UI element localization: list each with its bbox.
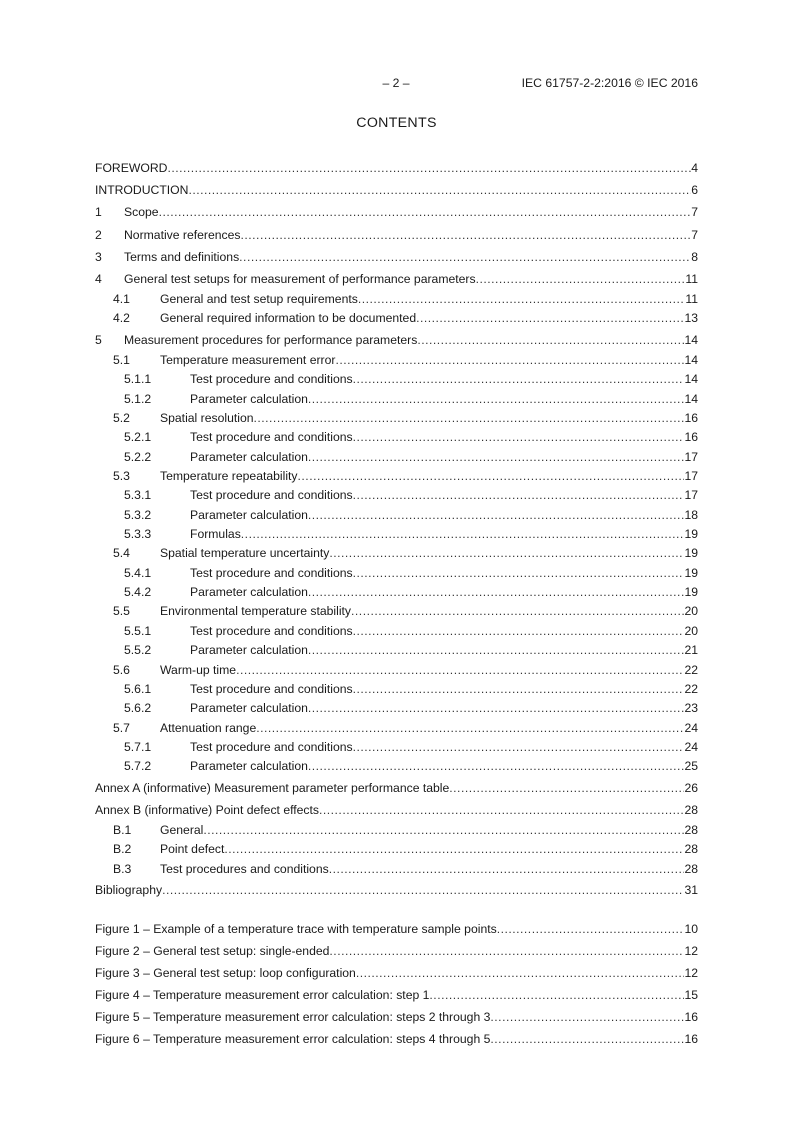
figure-entry[interactable]	[95, 984, 698, 1006]
toc-entry-number: 5.5.2	[124, 643, 152, 658]
toc-entry-page: 20	[684, 604, 698, 619]
toc-entry-number: 5.1	[113, 353, 130, 367]
toc-entry[interactable]	[95, 680, 698, 699]
toc-entry-number: 4	[95, 271, 102, 286]
dot-leader	[308, 448, 685, 467]
toc-entry-page: 17	[684, 449, 698, 464]
toc-entry-number: B.3	[113, 861, 132, 876]
toc-entry-page: 19	[684, 565, 698, 580]
toc-entry-title: INTRODUCTION	[95, 183, 189, 198]
toc-entry-number: 5.6	[113, 662, 130, 677]
toc-entry[interactable]	[95, 661, 698, 680]
toc-entry[interactable]	[95, 268, 698, 290]
toc-entry[interactable]	[95, 699, 698, 718]
dot-leader	[329, 544, 684, 563]
toc-entry[interactable]	[95, 525, 698, 544]
dot-leader	[353, 486, 685, 505]
dot-leader	[416, 309, 684, 328]
toc-entry[interactable]	[95, 467, 698, 486]
dot-leader	[353, 622, 685, 641]
toc-entry-page: 23	[684, 701, 698, 716]
toc-entry[interactable]	[95, 879, 698, 901]
dot-leader	[356, 962, 685, 984]
toc-entry-page: 19	[684, 585, 698, 600]
dot-leader	[417, 329, 684, 351]
toc-entry[interactable]	[95, 309, 698, 328]
toc-entry-title: Test procedures and conditions	[160, 861, 329, 876]
figure-entry-title: Figure 2 – General test setup: single-ended	[95, 944, 330, 959]
toc-entry[interactable]	[95, 738, 698, 757]
list-of-figures	[95, 918, 698, 1051]
toc-entry-page: 4	[691, 161, 698, 175]
toc-entry-page: 28	[684, 861, 698, 876]
toc-entry[interactable]	[95, 799, 698, 821]
dot-leader	[241, 224, 692, 246]
dot-leader	[236, 661, 684, 680]
toc-entry-number: 5.1.2	[124, 391, 152, 406]
dot-leader	[353, 564, 685, 583]
toc-entry-title: General required information to be documented	[160, 311, 417, 326]
toc-entry[interactable]	[95, 329, 698, 351]
toc-entry-title: General and test setup requirements	[160, 292, 358, 307]
dot-leader	[298, 467, 685, 486]
toc-entry-number: B.2	[113, 842, 132, 857]
toc-entry-number: 5.4.2	[124, 585, 152, 600]
toc-entry[interactable]	[95, 564, 698, 583]
toc-entry-title: FOREWORD	[95, 161, 168, 175]
dot-leader	[353, 738, 685, 757]
document-reference: IEC 61757-2-2:2016 © IEC 2016	[521, 76, 698, 90]
toc-entry[interactable]	[95, 448, 698, 467]
toc-entry-number: 5.7.2	[124, 759, 152, 774]
toc-entry-page: 6	[691, 183, 698, 198]
page-header	[0, 76, 793, 92]
toc-entry-number: 5.6.1	[124, 681, 152, 696]
toc-entry-title: Point defect	[160, 842, 225, 857]
toc-entry-title: Spatial temperature uncertainty	[160, 546, 330, 561]
toc-entry-page: 19	[684, 527, 698, 542]
toc-entry-number: 4.2	[113, 311, 130, 326]
dot-leader	[162, 879, 684, 901]
toc-entry-number: 5.7	[113, 720, 130, 735]
figure-entry-title: Figure 6 – Temperature measurement error calculation: steps 4 through 5	[95, 1032, 491, 1047]
toc-entry-page: 24	[684, 720, 698, 735]
dot-leader	[188, 179, 691, 201]
toc-entry[interactable]	[95, 602, 698, 621]
toc-entry-page: 7	[691, 205, 698, 220]
toc-entry-title: Bibliography	[95, 882, 163, 897]
toc-entry-number: 5.3	[113, 469, 130, 484]
toc-entry-page: 11	[685, 271, 698, 286]
toc-entry-page: 22	[684, 681, 698, 696]
toc-entry[interactable]	[95, 409, 698, 428]
toc-entry-page: 8	[691, 249, 698, 264]
dot-leader	[241, 525, 685, 544]
toc-entry-title: Test procedure and conditions	[190, 488, 353, 503]
page-number: – 2 –	[382, 76, 410, 90]
toc-entry-page: 22	[684, 662, 698, 677]
toc-entry-title: Parameter calculation	[190, 643, 308, 658]
toc-entry[interactable]	[95, 351, 698, 370]
toc-entry-page: 19	[684, 546, 698, 561]
dot-leader	[203, 821, 684, 840]
toc-entry-title: Measurement procedures for performance parameters	[124, 332, 418, 347]
toc-entry-page: 14	[684, 332, 698, 347]
toc-entry-title: Annex A (informative) Measurement parameter performance table	[95, 780, 450, 795]
toc-entry-title: Parameter calculation	[190, 449, 308, 464]
dot-leader	[358, 290, 686, 309]
dot-leader	[490, 1028, 684, 1050]
figure-entry-title: Figure 4 – Temperature measurement error calculation: step 1	[95, 988, 430, 1003]
toc-entry[interactable]	[95, 370, 698, 389]
dot-leader	[329, 940, 684, 962]
dot-leader	[224, 840, 684, 859]
toc-entry[interactable]	[95, 840, 698, 859]
dot-leader	[254, 409, 685, 428]
figure-entry-page: 12	[684, 944, 698, 959]
dot-leader	[308, 757, 685, 776]
toc-entry-title: Scope	[124, 205, 159, 220]
toc-entry[interactable]	[95, 290, 698, 309]
toc-entry-number: 4.1	[113, 292, 130, 307]
toc-entry-number: 5.2.2	[124, 449, 152, 464]
toc-entry-title: Parameter calculation	[190, 585, 308, 600]
dot-leader	[308, 699, 685, 718]
toc-entry-title: Spatial resolution	[160, 411, 254, 426]
toc-entry[interactable]	[95, 246, 698, 268]
dot-leader	[159, 201, 692, 223]
toc-entry-number: 2	[95, 227, 102, 242]
figure-entry-page: 16	[684, 1032, 698, 1047]
figure-entry[interactable]	[95, 918, 698, 940]
toc-entry[interactable]	[95, 583, 698, 602]
toc-entry-page: 20	[684, 623, 698, 638]
toc-entry-title: Terms and definitions	[124, 249, 240, 264]
toc-entry-title: Test procedure and conditions	[190, 681, 353, 696]
figure-entry[interactable]	[95, 962, 698, 984]
dot-leader	[308, 641, 685, 660]
toc-entry-page: 28	[684, 822, 698, 837]
dot-leader	[319, 799, 684, 821]
toc-entry-number: 5.4.1	[124, 565, 152, 580]
toc-entry-page: 14	[684, 372, 698, 387]
toc-entry[interactable]	[95, 719, 698, 738]
figure-entry[interactable]	[95, 940, 698, 962]
figure-entry-page: 16	[684, 1010, 698, 1025]
toc-entry[interactable]	[95, 544, 698, 563]
toc-entry[interactable]	[95, 757, 698, 776]
toc-entry-title: Parameter calculation	[190, 759, 308, 774]
toc-entry-page: 14	[684, 391, 698, 406]
toc-entry-title: Test procedure and conditions	[190, 623, 353, 638]
figure-entry-title: Figure 5 – Temperature measurement error calculation: steps 2 through 3	[95, 1010, 491, 1025]
toc-entry-title: Attenuation range	[160, 720, 257, 735]
toc-entry-number: B.1	[113, 822, 132, 837]
figure-entry-title: Figure 1 – Example of a temperature trace with temperature sample points	[95, 922, 497, 936]
dot-leader	[490, 1006, 684, 1028]
toc-entry-title: Temperature repeatability	[160, 469, 298, 484]
toc-entry[interactable]	[95, 506, 698, 525]
toc-entry[interactable]	[95, 201, 698, 223]
toc-entry-title: Test procedure and conditions	[190, 739, 353, 754]
toc-entry[interactable]	[95, 622, 698, 641]
toc-entry[interactable]	[95, 428, 698, 447]
toc-entry-title: Test procedure and conditions	[190, 372, 353, 387]
dot-leader	[308, 583, 685, 602]
dot-leader	[476, 268, 686, 290]
toc-entry-title: General	[160, 822, 204, 837]
toc-entry-page: 18	[684, 507, 698, 522]
toc-entry-title: Formulas	[190, 527, 241, 542]
toc-entry-title: Warm-up time	[160, 662, 237, 677]
toc-entry-title: Annex B (informative) Point defect effects	[95, 802, 319, 817]
toc-entry-title: General test setups for measurement of performance parameters	[124, 271, 476, 286]
dot-leader	[353, 428, 685, 447]
toc-entry-number: 1	[95, 205, 102, 220]
figure-entry[interactable]	[95, 1028, 698, 1050]
toc-entry-page: 7	[691, 227, 698, 242]
toc-entry-number: 3	[95, 249, 102, 264]
dot-leader	[239, 246, 691, 268]
dot-leader	[167, 157, 691, 179]
toc-entry-number: 5.3.2	[124, 507, 152, 522]
toc-entry-page: 14	[684, 353, 698, 367]
dot-leader	[497, 918, 685, 940]
toc-entry[interactable]	[95, 641, 698, 660]
toc-entry-page: 16	[684, 430, 698, 445]
toc-entry-title: Parameter calculation	[190, 701, 308, 716]
dot-leader	[308, 506, 685, 525]
toc-entry-page: 28	[684, 842, 698, 857]
dot-leader	[449, 777, 684, 799]
figure-entry[interactable]	[95, 1006, 698, 1028]
dot-leader	[353, 680, 685, 699]
contents-title: CONTENTS	[356, 115, 437, 131]
toc-entry[interactable]	[95, 179, 698, 201]
toc-entry-page: 28	[684, 802, 698, 817]
toc-entry-number: 5.5	[113, 604, 130, 619]
dot-leader	[429, 984, 684, 1006]
toc-entry-number: 5.4	[113, 546, 130, 561]
toc-entry-title: Environmental temperature stability	[160, 604, 352, 619]
figure-entry-page: 15	[684, 988, 698, 1003]
toc-entry-title: Temperature measurement error	[160, 353, 336, 367]
table-of-contents	[95, 157, 698, 901]
toc-entry-page: 24	[684, 739, 698, 754]
toc-entry-number: 5.1.1	[124, 372, 152, 387]
toc-entry-page: 25	[684, 759, 698, 774]
toc-entry-number: 5.2.1	[124, 430, 152, 445]
toc-entry-number: 5.6.2	[124, 701, 152, 716]
toc-entry-page: 13	[684, 311, 698, 326]
dot-leader	[256, 719, 684, 738]
toc-entry-title: Test procedure and conditions	[190, 430, 353, 445]
dot-leader	[308, 390, 685, 409]
toc-entry-page: 17	[684, 488, 698, 503]
toc-entry-page: 26	[684, 780, 698, 795]
toc-entry-number: 5.7.1	[124, 739, 152, 754]
dot-leader	[329, 860, 685, 879]
toc-entry[interactable]	[95, 821, 698, 840]
toc-entry-page: 17	[684, 469, 698, 484]
dot-leader	[353, 370, 685, 389]
toc-entry[interactable]	[95, 390, 698, 409]
toc-entry[interactable]	[95, 777, 698, 799]
toc-entry-number: 5.5.1	[124, 623, 152, 638]
figure-entry-page: 10	[684, 922, 698, 936]
toc-entry-number: 5.3.1	[124, 488, 152, 503]
toc-entry-number: 5.3.3	[124, 527, 152, 542]
toc-entry-page: 21	[684, 643, 698, 658]
toc-entry-number: 5.2	[113, 411, 130, 426]
toc-entry[interactable]	[95, 157, 698, 179]
toc-entry[interactable]	[95, 224, 698, 246]
figure-entry-page: 12	[684, 966, 698, 981]
toc-entry-page: 16	[684, 411, 698, 426]
figure-entry-title: Figure 3 – General test setup: loop configuration	[95, 966, 356, 981]
toc-entry[interactable]	[95, 860, 698, 879]
toc-entry-number: 5	[95, 332, 102, 347]
dot-leader	[351, 602, 684, 621]
toc-entry-title: Parameter calculation	[190, 391, 308, 406]
toc-entry-title: Parameter calculation	[190, 507, 308, 522]
dot-leader	[335, 351, 684, 370]
toc-entry-page: 11	[685, 292, 698, 307]
toc-entry-title: Normative references	[124, 227, 241, 242]
toc-entry-title: Test procedure and conditions	[190, 565, 353, 580]
toc-entry[interactable]	[95, 486, 698, 505]
toc-entry-page: 31	[684, 882, 698, 897]
